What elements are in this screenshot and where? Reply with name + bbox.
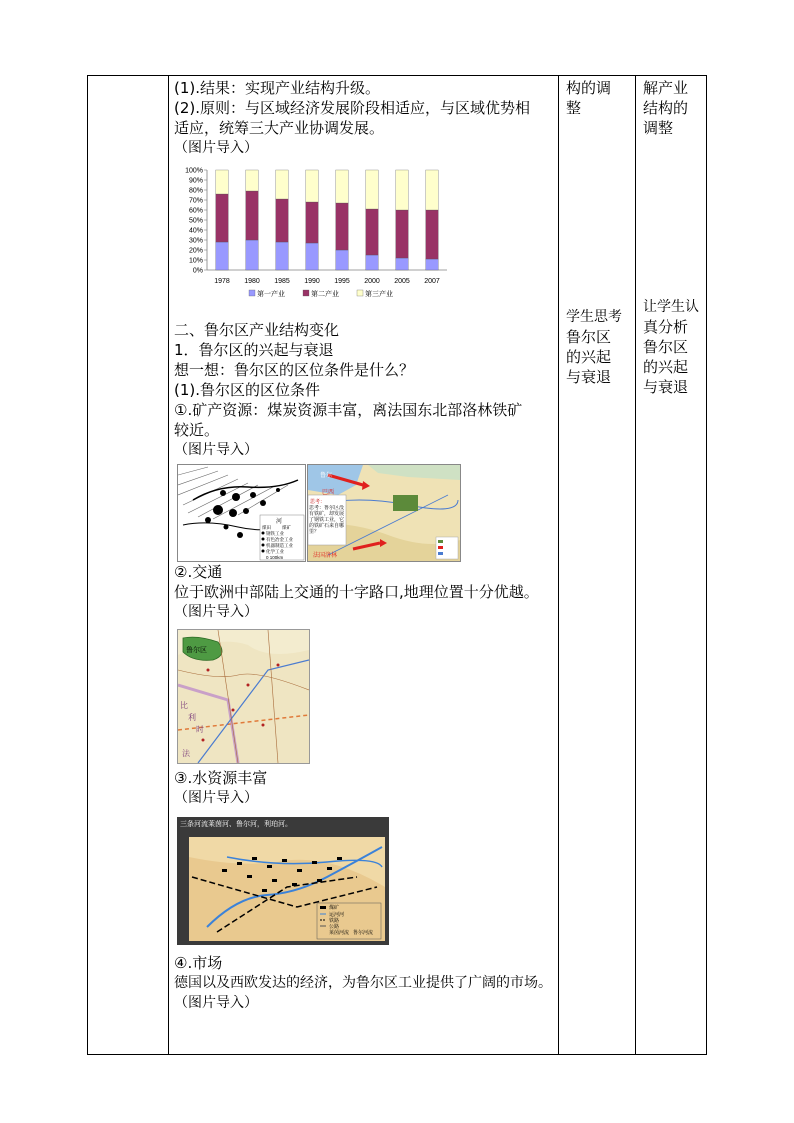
x-tick-label: 1978 — [214, 278, 230, 285]
bar-segment — [246, 240, 259, 270]
legend-item: 化学工业 — [266, 549, 284, 554]
y-tick-label: 0% — [192, 267, 203, 275]
bar-segment — [306, 170, 319, 202]
legend-item: 有色冶金工业 — [266, 537, 293, 542]
x-tick-label: 1990 — [304, 278, 320, 285]
transport-map-drawing — [178, 630, 309, 763]
ruhr-transport-map — [177, 629, 310, 764]
market-desc: 德国以及西欧发达的经济，为鲁尔区工业提供了广阔的市场。 — [174, 975, 552, 991]
image-note: （图片导入） — [174, 442, 258, 458]
x-tick-label: 1980 — [244, 278, 260, 285]
legend-item: 运河河 — [329, 912, 345, 918]
ruhr-industry-map — [177, 464, 306, 562]
section-2-title: 二、鲁尔区产业结构变化 — [174, 321, 340, 339]
bar-segment — [246, 191, 259, 240]
image-note: （图片导入） — [174, 140, 258, 156]
x-tick-label: 2007 — [424, 278, 440, 285]
text-line: 的兴起 — [643, 358, 689, 376]
mineral-resources-line-cont: 较近。 — [174, 421, 220, 439]
bar-segment — [216, 242, 229, 270]
bar-segment — [336, 250, 349, 270]
principle-line-cont: 适应，统筹三大产业协调发展。 — [174, 119, 385, 137]
river-label: 河 — [276, 519, 283, 525]
legend-item: 公路 — [329, 924, 340, 930]
text-line: 与衰退 — [643, 378, 689, 396]
water-resources-title: ③.水资源丰富 — [174, 769, 268, 787]
bar-segment — [216, 170, 229, 194]
legend-label: 第二产业 — [311, 291, 339, 298]
text-line: 调整 — [643, 119, 674, 137]
text-line: 结构的 — [643, 99, 689, 117]
y-tick-label: 70% — [188, 197, 203, 205]
student-activity-top — [566, 78, 632, 118]
legend-item: 铁路 — [329, 918, 340, 924]
y-tick-label: 90% — [188, 177, 203, 185]
bar-segment — [426, 259, 439, 270]
y-tick-label: 10% — [188, 257, 203, 265]
y-tick-label: 80% — [188, 187, 203, 195]
result-line: (1).结果：实现产业结构升级。 — [174, 79, 381, 97]
rivers-caption: 三条河流莱茵河、鲁尔河，利珀河。 — [180, 821, 292, 828]
bar-segment — [396, 210, 409, 258]
map-label: 法 — [182, 749, 190, 758]
legend-swatch — [303, 290, 309, 296]
question-title: 思考： — [310, 499, 326, 505]
map-label: 鲁尔 — [320, 473, 333, 479]
iron-ore-source-map — [307, 464, 461, 562]
legend-item: 煤矿 — [329, 905, 340, 911]
bar-segment — [426, 170, 439, 210]
bar-segment — [336, 170, 349, 203]
bar-segment — [306, 202, 319, 243]
text-line: 整 — [566, 99, 582, 117]
bar-segment — [366, 255, 379, 270]
rivers-map-drawing — [177, 817, 389, 945]
text-line: 真分析 — [643, 318, 689, 336]
legend-label: 第一产业 — [257, 291, 285, 298]
design-intent-mid — [643, 297, 707, 397]
legend-item: 莱茵河流 — [329, 930, 350, 936]
text-line: 的兴起 — [566, 348, 612, 366]
legend-item: 煤田 — [262, 525, 271, 530]
x-tick-label: 2005 — [394, 278, 410, 285]
legend-item: 钢铁工业 — [266, 531, 284, 536]
bar-segment — [396, 170, 409, 210]
bar-segment — [366, 209, 379, 255]
bar-segment — [216, 194, 229, 242]
location-conditions-title: (1).鲁尔区的区位条件 — [174, 381, 321, 399]
principle-line: (2).原则：与区域经济发展阶段相适应，与区域优势相 — [174, 99, 531, 117]
ruhr-rivers-map — [177, 817, 389, 945]
x-tick-label: 2000 — [364, 278, 380, 285]
y-tick-label: 60% — [188, 207, 203, 215]
student-activity-cell — [566, 76, 632, 386]
text-line: 构的调 — [566, 79, 612, 97]
text-line: 解产业 — [643, 79, 689, 97]
student-activity-mid — [566, 307, 632, 387]
map-label: 巴西 — [322, 490, 335, 496]
bar-segment — [246, 170, 259, 191]
y-tick-label: 30% — [188, 237, 203, 245]
map-label: 利 — [188, 713, 196, 722]
design-intent-cell — [643, 76, 707, 396]
y-tick-label: 50% — [188, 217, 203, 225]
ruhr-region-label: 鲁尔区 — [186, 647, 207, 654]
legend-item: 机器制造工业 — [266, 543, 293, 548]
legend-swatch — [357, 290, 363, 296]
transport-title: ②.交通 — [174, 563, 223, 581]
bar-segment — [336, 203, 349, 250]
image-note: （图片导入） — [174, 790, 258, 806]
scale-bar: 0 100km — [266, 555, 284, 560]
map-label: 比 — [180, 701, 188, 710]
column-divider — [635, 76, 636, 1054]
x-tick-label: 1995 — [334, 278, 350, 285]
image-note: （图片导入） — [174, 995, 258, 1011]
text-line: 鲁尔区 — [643, 338, 689, 356]
image-note: （图片导入） — [174, 604, 258, 620]
legend-label: 第三产业 — [365, 291, 393, 298]
design-intent-top — [643, 78, 707, 138]
map-label: 法国洛林 — [313, 553, 338, 559]
y-tick-label: 20% — [188, 247, 203, 255]
mineral-resources-line: ①.矿产资源：煤炭资源丰富，离法国东北部洛林铁矿 — [174, 401, 523, 419]
question-text: 思考：鲁尔区没有铁矿，却发展了钢铁工业，它的铁矿石来自哪里？ — [309, 505, 345, 535]
think-question: 想一想：鲁尔区的区位条件是什么？ — [174, 361, 415, 379]
y-tick-label: 40% — [188, 227, 203, 235]
bar-segment — [396, 258, 409, 270]
text-line: 与衰退 — [566, 368, 612, 386]
teaching-content-cell — [169, 76, 557, 1013]
x-tick-label: 1985 — [274, 278, 290, 285]
transport-desc: 位于欧洲中部陆上交通的十字路口,地理位置十分优越。 — [174, 583, 539, 601]
bar-segment — [276, 170, 289, 199]
bar-segment — [426, 210, 439, 259]
industry-structure-chart — [179, 166, 469, 316]
lesson-plan-table — [87, 75, 707, 1055]
text-line: 鲁尔区 — [566, 328, 612, 346]
legend-item: 鲁尔河流 — [353, 930, 374, 936]
subsection-title: 1．鲁尔区的兴起与衰退 — [174, 341, 334, 359]
stacked-bar-chart — [179, 166, 469, 316]
industry-map-drawing — [178, 465, 305, 561]
column-divider — [558, 76, 559, 1054]
bar-segment — [306, 243, 319, 270]
iron-ore-map-drawing — [308, 465, 460, 561]
legend-item: 煤矿 — [282, 525, 291, 530]
map-label: 时 — [196, 725, 204, 734]
ruhr-maps-row — [174, 464, 557, 562]
legend-swatch — [249, 290, 255, 296]
text-line: 让学生认 — [643, 299, 699, 315]
bar-segment — [366, 170, 379, 209]
market-title: ④.市场 — [174, 954, 223, 972]
y-tick-label: 100% — [185, 167, 203, 175]
bar-segment — [276, 199, 289, 242]
text-line: 学生思考 — [566, 309, 622, 325]
bar-segment — [276, 242, 289, 270]
